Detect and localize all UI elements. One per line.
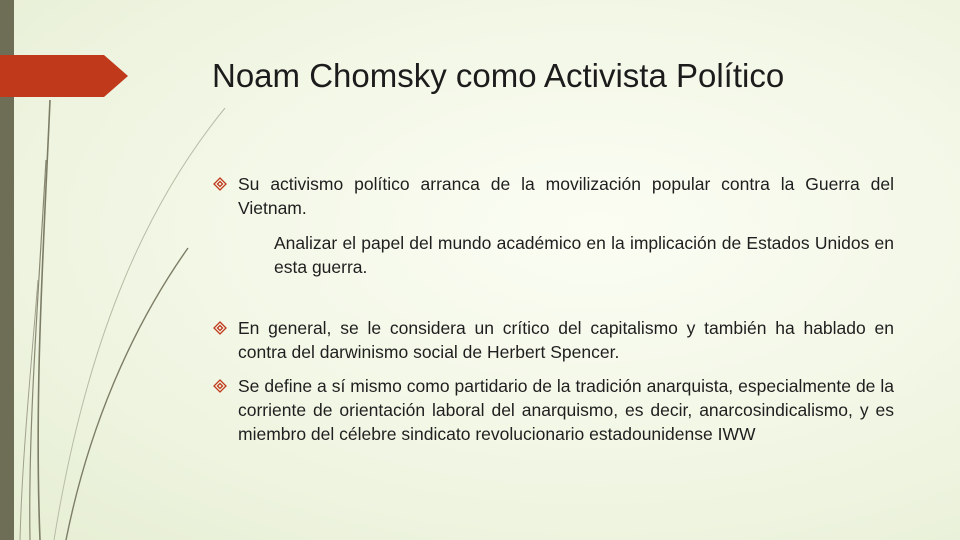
diamond-outline-icon [212,378,228,394]
bullet-3-text: Se define a sí mismo como partidario de la tradición anarquista, especialmente de la corriente de orientación laboral del anarquismo, es decir, anarcosindicalismo, y es miembro del célebre sindicato revolucionario estadounidense IWW [238,376,894,444]
bullet-2 [212,316,894,364]
bullet-2-text: En general, se le considera un crítico del capitalismo y también ha hablado en contra del darwinismo social de Herbert Spencer. [238,318,894,362]
diamond-outline-icon [212,320,228,336]
slide-title: Noam Chomsky como Activista Político [212,57,785,94]
sub-bullet-1: Analizar el papel del mundo académico en la implicación de Estados Unidos en esta guerra. [274,233,894,277]
diamond-outline-icon [212,176,228,192]
decorative-lines [0,0,240,540]
bullet-1-text: Su activismo político arranca de la movilización popular contra la Guerra del Vietnam. [238,174,894,218]
bullet-1 [212,172,894,220]
slide-content [212,172,894,446]
bullet-3 [212,374,894,446]
